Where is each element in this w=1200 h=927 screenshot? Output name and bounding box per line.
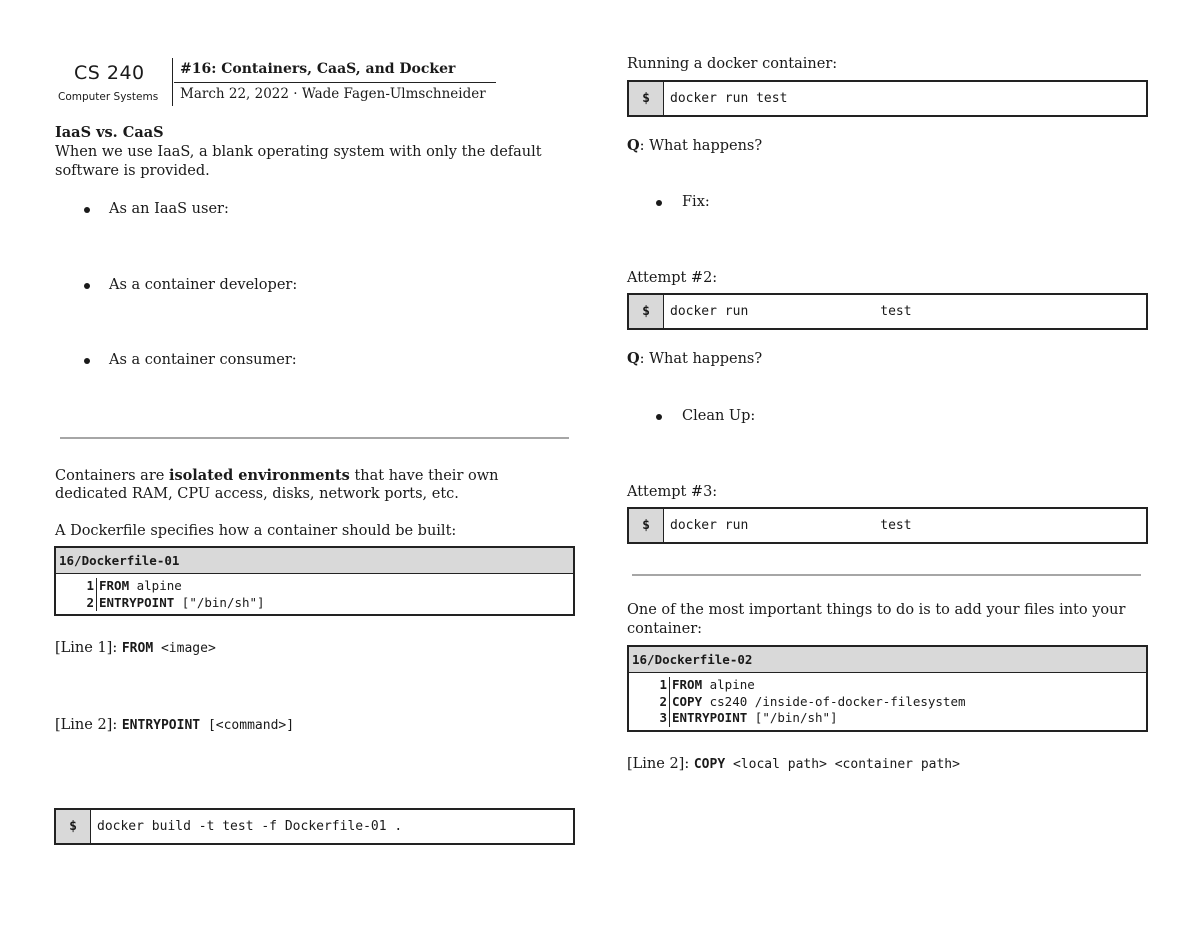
listing-line bbox=[629, 677, 1146, 694]
files-text-line2: container: bbox=[627, 621, 703, 637]
line-number: 3 bbox=[659, 710, 667, 725]
header-rule bbox=[174, 82, 496, 83]
containers-text-line2: dedicated RAM, CPU access, disks, network ports, etc. bbox=[55, 486, 459, 502]
question-what-happens-1: Q: What happens? bbox=[627, 137, 763, 154]
line1-explanation: [Line 1]: FROM <image> bbox=[55, 640, 216, 656]
listing-line bbox=[629, 710, 1146, 727]
listing-line bbox=[629, 694, 1146, 711]
copy-explanation: [Line 2]: COPY <local path> <container path> bbox=[627, 756, 960, 772]
listing-title: 16/Dockerfile-02 bbox=[629, 647, 1146, 673]
shell-prompt: $ bbox=[629, 509, 664, 542]
bullet-icon bbox=[84, 358, 90, 364]
run-command-box bbox=[627, 80, 1148, 117]
lecture-meta: March 22, 2022 · Wade Fagen-Ulmschneider bbox=[180, 86, 486, 102]
run-command: docker run test bbox=[670, 91, 788, 106]
attempt2-label: Attempt #2: bbox=[627, 270, 718, 286]
code-keyword: ENTRYPOINT bbox=[99, 594, 175, 610]
attempt2-command: docker run test bbox=[670, 304, 912, 319]
dockerfile-intro: A Dockerfile specifies how a container should be built: bbox=[55, 523, 457, 539]
bullet-iaas-user: As an IaaS user: bbox=[109, 201, 229, 217]
code-text: alpine bbox=[129, 578, 182, 593]
section-title: IaaS vs. CaaS bbox=[55, 124, 164, 141]
attempt3-command: docker run test bbox=[670, 518, 912, 533]
intro-text-line1: When we use IaaS, a blank operating system with only the default bbox=[55, 144, 542, 160]
line-number: 1 bbox=[86, 578, 94, 593]
attempt3-label: Attempt #3: bbox=[627, 484, 718, 500]
build-command-box bbox=[54, 808, 575, 845]
bullet-icon bbox=[656, 414, 662, 420]
course-subtitle: Computer Systems bbox=[58, 91, 159, 103]
attempt2-command-box bbox=[627, 293, 1148, 330]
listing-line bbox=[56, 578, 573, 595]
line-number: 2 bbox=[659, 693, 667, 709]
running-label: Running a docker container: bbox=[627, 56, 838, 72]
line2-explanation: [Line 2]: ENTRYPOINT [<command>] bbox=[55, 717, 295, 733]
containers-text-line1: Containers are isolated environments that have their own bbox=[55, 467, 499, 484]
code-keyword: COPY bbox=[672, 693, 703, 709]
fix-label: Fix: bbox=[682, 194, 710, 210]
build-command: docker build -t test -f Dockerfile-01 . bbox=[97, 819, 403, 834]
code-keyword: ENTRYPOINT bbox=[672, 710, 748, 725]
course-code: CS 240 bbox=[74, 62, 145, 84]
shell-prompt: $ bbox=[629, 82, 664, 115]
section-divider bbox=[60, 437, 569, 439]
section-divider bbox=[632, 574, 1141, 576]
code-text: alpine bbox=[702, 677, 755, 692]
line-number: 2 bbox=[86, 594, 94, 610]
listing-line bbox=[56, 595, 573, 612]
intro-text-line2: software is provided. bbox=[55, 163, 210, 179]
bullet-icon bbox=[84, 283, 90, 289]
shell-prompt: $ bbox=[56, 810, 91, 843]
dockerfile-02-listing bbox=[627, 645, 1148, 732]
dockerfile-01-listing bbox=[54, 546, 575, 616]
code-keyword: FROM bbox=[672, 677, 703, 692]
code-text: cs240 /inside-of-docker-filesystem bbox=[702, 693, 966, 709]
line-number: 1 bbox=[659, 677, 667, 692]
bullet-icon bbox=[84, 207, 90, 213]
attempt3-command-box bbox=[627, 507, 1148, 544]
files-text-line1: One of the most important things to do is to add your files into your bbox=[627, 602, 1126, 618]
header-divider bbox=[172, 58, 173, 106]
code-text: ["/bin/sh"] bbox=[174, 594, 265, 610]
bullet-container-developer: As a container developer: bbox=[109, 277, 298, 293]
bullet-icon bbox=[656, 200, 662, 206]
clean-up-label: Clean Up: bbox=[682, 408, 756, 424]
question-what-happens-2: Q: What happens? bbox=[627, 350, 763, 367]
code-text: ["/bin/sh"] bbox=[747, 710, 838, 725]
bullet-container-consumer: As a container consumer: bbox=[109, 352, 297, 368]
code-keyword: FROM bbox=[99, 578, 130, 593]
lecture-title: #16: Containers, CaaS, and Docker bbox=[180, 61, 456, 77]
shell-prompt: $ bbox=[629, 295, 664, 328]
listing-title: 16/Dockerfile-01 bbox=[56, 548, 573, 574]
